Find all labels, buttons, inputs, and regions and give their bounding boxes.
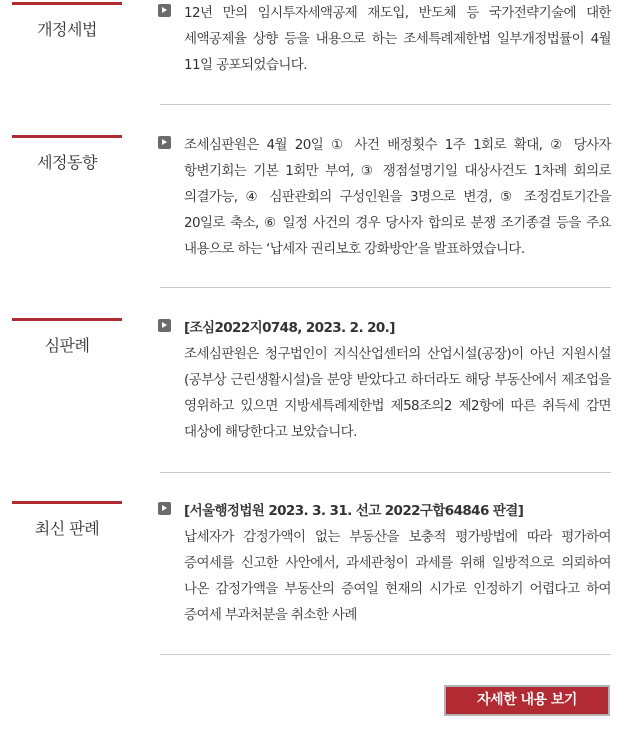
section-content — [158, 132, 611, 262]
label-accent-bar — [12, 318, 122, 321]
section-body: 조세심판원은 4월 20일 ① 사건 배정횟수 1주 1회로 확대, ② 당사자 항변기회는 기본 1회만 부여, ③ 쟁점설명기일 대상사건도 1차례 회의로 의결가능, ④ 심판관회의 구성인원을 3명으로 변경, ⑤ 조정검토기간을 20일로 축소, ⑥ 일정 사건의 경우 당사자 합의로 분쟁 조기종결 등을 주요 내용으로 하는 ‘납세자 권리보호 강화방안’을 발표하였습니다. — [184, 137, 611, 257]
section-label: 최신 판례 — [34, 519, 100, 538]
section-body: 조세심판원은 청구법인이 지식산업센터의 산업시설(공장)이 아닌 지원시설(공부상 근린생활시설)을 분양 받았다고 하더라도 해당 부동산에서 제조업을 영위하고 있으면 지방세특례제한법 제58조의2 제2항에 따른 취득세 감면 대상에 해당한다고 보았습니다. — [184, 346, 611, 440]
section-label: 세정동향 — [37, 153, 97, 172]
section-label-block — [12, 501, 122, 539]
view-details-button[interactable]: 자세한 내용 보기 — [444, 685, 610, 716]
section-divider — [160, 104, 611, 105]
section-body-wrapper — [184, 498, 611, 628]
label-accent-bar — [12, 2, 122, 5]
section-content — [158, 0, 611, 78]
label-accent-bar — [12, 501, 122, 504]
section-divider — [160, 472, 611, 473]
section-divider — [160, 287, 611, 288]
play-arrow-icon — [158, 319, 171, 332]
play-arrow-icon — [158, 502, 171, 515]
section-body-wrapper — [184, 315, 611, 445]
section-content — [158, 315, 611, 445]
section-label: 개정세법 — [37, 20, 97, 39]
section-label-block — [12, 318, 122, 356]
section-label-block — [12, 2, 122, 40]
section-body: 12년 만의 임시투자세액공제 재도입, 반도체 등 국가전략기술에 대한 세액공제율 상향 등을 내용으로 하는 조세특례제한법 일부개정법률이 4월 11일 공포되었습니다. — [184, 5, 611, 73]
label-accent-bar — [12, 135, 122, 138]
section-body: 납세자가 감정가액이 없는 부동산을 보충적 평가방법에 따라 평가하여 증여세를 신고한 사안에서, 과세관청이 과세를 위해 일방적으로 의뢰하여 나온 감정가액을 부동산의 증여일 현재의 시가로 인정하기 어렵다고 하여 증여세 부과처분을 취소한 사례 — [184, 529, 611, 623]
section-label: 심판례 — [44, 336, 90, 355]
play-arrow-icon — [158, 136, 171, 149]
case-reference: [서울행정법원 2023. 3. 31. 선고 2022구합64846 판결] — [184, 503, 524, 519]
section-label-block — [12, 135, 122, 173]
play-arrow-icon — [158, 4, 171, 17]
case-reference: [조심2022지0748, 2023. 2. 20.] — [184, 320, 395, 336]
section-content — [158, 498, 611, 628]
section-divider — [160, 654, 611, 655]
